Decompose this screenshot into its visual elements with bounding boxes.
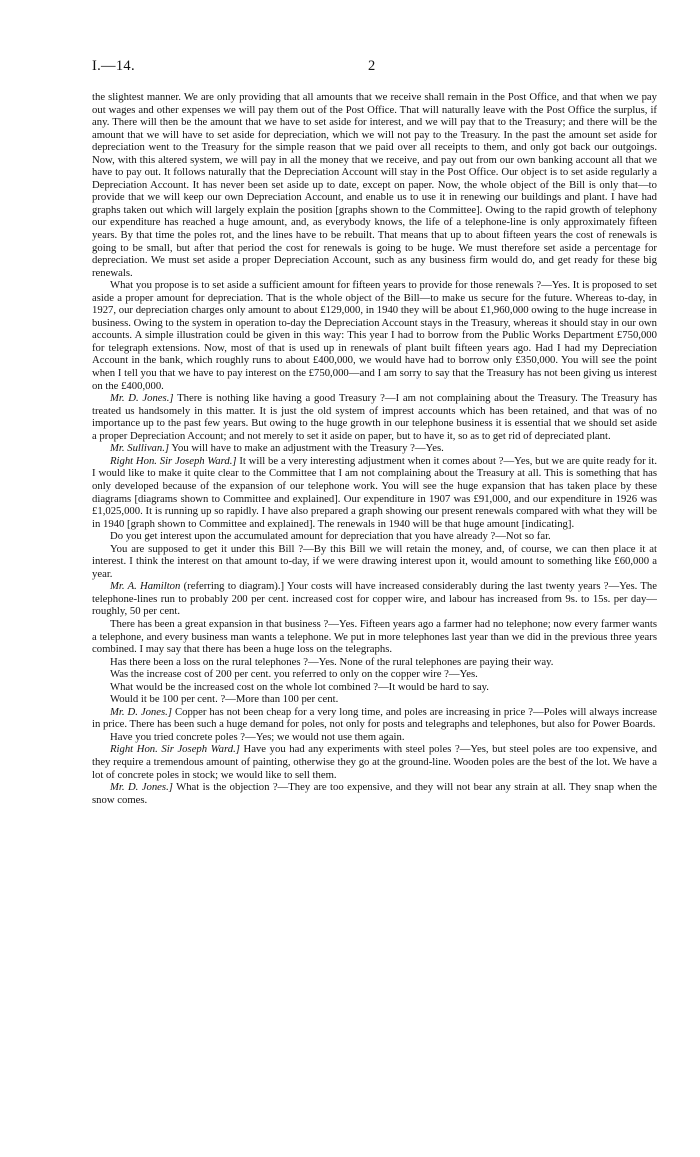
paragraph-text: the slightest manner. We are only providing that all amounts that we receive shall remain in the Post Office, and that when we pay out wages and other expenses we will pay them out of the Post Office. That will naturally leave with the Post Office the surplus, if any. There will then be the amount that we have to set aside for interest, and we will pay that to the Treasury; and there will be the amount that we will have to set aside for depreciation, which we will not pay to the Treasury. In the past the amount set aside for depreciation went to the Treasury for the simple reason that we paid over all receipts to them, and only got back our outgoings. Now, with this altered system, we will pay in all the money that we receive, and pay out from our own banking account all that we have to pay out. It follows naturally that the Depreciation Account will stay in the Post Office. Our object is to set aside regularly a Depreciation Account. It has never been set aside up to date, except on paper. Now, the whole object of the Bill is only that—to provide that we will keep our own Depreciation Account, and enable us to use it in renewing our buildings and plant. I have had graphs taken out which will largely explain the position [graphs shown to the Committee]. Owing to the rapid growth of telephony our expenditure has reached a huge amount, and, as everybody knows, the life of a telephone-line is only approximately fifteen years. By that time the poles rot, and the lines have to be rebuilt. That means that up to about fifteen years the cost of renewals is going to be small, but after that period the cost for renewals is going to be huge. We must therefore set aside a percentage for depreciation. We must set aside a proper Depreciation Account, such as any business firm would do, and get ready for these big renewals. [92, 91, 657, 279]
speaker-name: Mr. D. Jones.] [110, 705, 173, 718]
paragraph [92, 681, 657, 694]
paragraph-text: Do you get interest upon the accumulated amount for depreciation that you have already ?—Not so far. [110, 530, 551, 543]
paragraph-text: You are supposed to get it under this Bill ?—By this Bill we will retain the money, and, of course, we can then place it at interest. I think the interest on that amount to-day, if we were drawing interest upon it, would amount to something like £60,000 a year. [92, 542, 657, 580]
paragraph [92, 530, 657, 543]
paragraph-text: There has been a great expansion in that business ?—Yes. Fifteen years ago a farmer had no telephone; now every farmer wants a telephone, and every business man wants a telephone. We put in more telephones last year than we did in the previous three years combined. I may say that there has been a huge loss on the telegraphs. [92, 617, 657, 656]
paragraph-text: What would be the increased cost on the whole lot combined ?—It would be hard to say. [110, 680, 489, 693]
paragraph [92, 668, 657, 681]
page-body [92, 91, 657, 806]
document-reference: I.—14. [92, 58, 135, 74]
speaker-name: Mr. A. Hamilton [110, 580, 181, 593]
speaker-name: Mr. Sullivan.] [110, 442, 170, 455]
paragraph [92, 91, 657, 279]
paragraph-text: Was the increase cost of 200 per cent. you referred to only on the copper wire ?—Yes. [110, 668, 478, 681]
paragraph [92, 743, 657, 781]
paragraph-text: What you propose is to set aside a sufficient amount for fifteen years to provide for those renewals ?—Yes. It is proposed to set aside a proper amount for depreciation. That is the whole object of the Bill—to make us secure for the future. Whereas to-day, in 1927, our depreciation charges only amount to about £129,000, in 1940 they will be about £1,960,000 owing to the huge increase in business. Owing to the system in operation to-day the Depreciation Account stays in the Treasury, whereas it should stay in our own accounts. A simple illustration could be given in this way: This year I had to borrow from the Public Works Department £750,000 for telegraph extensions. Now, most of that is used up in renewals of plant built fifteen years ago. Had I had my Depreciation Account in the bank, which roughly runs to about £400,000, we would have had to borrow only £350,000. You will see the point when I tell you that we have to pay interest on the £750,000—and I am sorry to say that the Treasury has not been giving us interest on the £400,000. [92, 279, 657, 392]
paragraph [92, 392, 657, 442]
paragraph [92, 656, 657, 669]
paragraph [92, 618, 657, 656]
paragraph-text: Has there been a loss on the rural telephones ?—Yes. None of the rural telephones are paying their way. [110, 655, 554, 668]
paragraph [92, 731, 657, 744]
paragraph [92, 693, 657, 706]
paragraph [92, 781, 657, 806]
paragraph-text: It will be a very interesting adjustment when it comes about ?—Yes, but we are quite ready for it. I would like to make it quite clear to the Committee that I am not complaining about the Treasury at all. This is something that has only developed because of the expansion of our telephone work. You will see the huge expansion that has taken place by these diagrams [diagrams shown to Committee and explained]. Our expenditure in 1907 was £91,000, and our expenditure in 1926 was £1,025,000. It is running up so rapidly. I have also prepared a graph showing our present renewals compared with what they will be in 1940 [graph shown to Committee and explained]. The renewals in 1940 will be that huge amount [indicating]. [92, 454, 658, 530]
paragraph [92, 580, 657, 618]
paragraph-text: Have you tried concrete poles ?—Yes; we would not use them again. [110, 730, 405, 743]
paragraph [92, 455, 657, 530]
speaker-name: Mr. D. Jones.] [110, 781, 173, 794]
speaker-name: Mr. D. Jones.] [110, 392, 174, 405]
paragraph-text: You will have to make an adjustment with the Treasury ?—Yes. [171, 442, 444, 455]
page-number: 2 [368, 58, 376, 74]
speaker-name: Right Hon. Sir Joseph Ward.] [110, 454, 237, 467]
page-header [92, 58, 657, 78]
paragraph-text: There is nothing like having a good Treasury ?—I am not complaining about the Treasury. The Treasury has treated us handsomely in this matter. It is just the old system of imprest accounts which has been retained, and that was of no importance up to the past few years. But owing to the huge growth in our telephone business it is essential that we should set aside a proper Depreciation Account; and not merely to set it aside on paper, but to have it, so as to get rid of depreciated plant. [92, 392, 658, 442]
paragraph-text: Would it be 100 per cent. ?—More than 100 per cent. [110, 693, 339, 706]
paragraph-text: What is the objection ?—They are too expensive, and they will not bear any strain at all. They snap when the snow comes. [92, 781, 657, 806]
paragraph-text: Have you had any experiments with steel poles ?—Yes, but steel poles are too expensive, and they require a tremendous amount of painting, otherwise they go at the ground-line. Wooden poles are the best of the lot. We have a lot of concrete poles in stock; we would like to sell them. [92, 743, 657, 781]
paragraph [92, 706, 657, 731]
paragraph-text: (referring to diagram).] Your costs will have increased considerably during the last twenty years ?—Yes. The telephone-lines run to probably 200 per cent. increased cost for copper wire, and labour has increased from 9s. to 15s. per day—roughly, 50 per cent. [92, 580, 657, 618]
speaker-name: Right Hon. Sir Joseph Ward.] [110, 743, 240, 756]
paragraph [92, 279, 657, 392]
paragraph [92, 543, 657, 581]
paragraph-text: Copper has not been cheap for a very long time, and poles are increasing in price ?—Poles will always increase in price. There has been such a huge demand for poles, not only for posts and telegraphs and telephones, but also for Power Boards. [92, 705, 657, 731]
paragraph [92, 442, 657, 455]
